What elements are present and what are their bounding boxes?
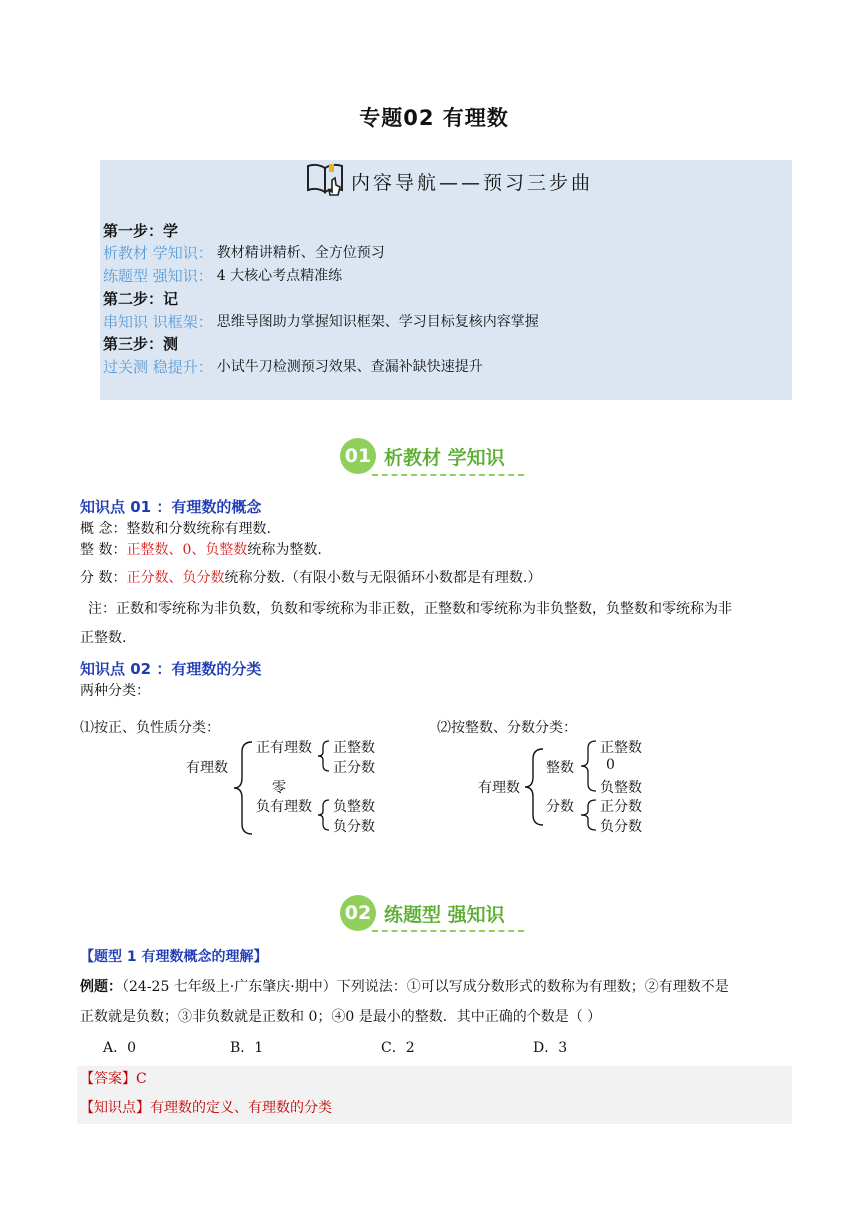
section-02-header — [340, 895, 505, 931]
kp1-title: 知识点 01 ：有理数的概念 — [80, 498, 262, 516]
step-1: 第一步：学 — [103, 222, 179, 240]
kp1-note-line2: 正整数. — [80, 630, 127, 646]
kp1-note-line1: 注：正数和零统称为非负数，负数和零统称为非正数，正整数和零统称为非负整数，负整数和零统称为非 — [88, 601, 732, 617]
section-01-label: 析教材 学知识 — [384, 446, 505, 469]
section-01-dashed-line — [372, 474, 524, 476]
kp2-title: 知识点 02 ：有理数的分类 — [80, 660, 262, 678]
class2-integer: 整数 — [546, 760, 574, 776]
nav-row-4-label: 过关测 稳提升： — [103, 358, 213, 376]
class2-integer-brace — [578, 738, 600, 794]
nav-row-1-desc: 教材精讲精析、全方位预习 — [216, 245, 385, 261]
kp2-intro: 两种分类： — [80, 683, 150, 699]
nav-row-4-desc: 小试牛刀检测预习效果、查漏补缺快速提升 — [216, 359, 483, 375]
nav-row-1-label: 析教材 学知识： — [103, 244, 213, 262]
example-text-1: （24-25 七年级上·广东肇庆·期中）下列说法：①可以写成分数形式的数称为有理数；②有理数不是 — [122, 979, 729, 995]
class2-fraction-brace — [578, 797, 600, 833]
nav-row-3-label: 串知识 识框架： — [103, 313, 213, 331]
option-b: B．1 — [230, 1040, 264, 1056]
class2-title: ⑵按整数、分数分类： — [437, 720, 577, 736]
page-title: 专题02 有理数 — [359, 106, 509, 130]
class1-negative-brace — [315, 797, 333, 833]
kp1-fraction-prefix: 分 数： — [80, 570, 127, 586]
nav-row-2-label: 练题型 强知识： — [103, 267, 213, 285]
class1-zero: 零 — [272, 780, 286, 796]
class1-positive-brace — [315, 738, 333, 774]
class1-main-brace — [232, 738, 256, 838]
question-type-1: 【题型 1 有理数概念的理解】 — [80, 949, 268, 965]
class1-negative: 负有理数 — [256, 799, 312, 815]
nav-row-1 — [103, 242, 385, 263]
class1-root: 有理数 — [186, 760, 228, 776]
section-02-label: 练题型 强知识 — [384, 903, 505, 926]
step-2: 第二步：记 — [103, 290, 179, 308]
section-02-dashed-line — [372, 930, 524, 932]
class2-main-brace — [523, 745, 547, 829]
kp1-fraction-suffix: 统称分数.（有限小数与无限循环小数都是有理数.） — [224, 570, 542, 586]
class1-negative-integer: 负整数 — [333, 799, 375, 815]
class1-positive: 正有理数 — [256, 740, 312, 756]
class2-zero: 0 — [606, 757, 615, 773]
nav-row-2 — [103, 265, 342, 286]
kp1-integer-prefix: 整 数： — [80, 542, 127, 558]
class2-root: 有理数 — [478, 780, 520, 796]
kp1-integer-highlight: 正整数、0、负整数 — [126, 542, 248, 558]
kp1-concept-text: 整数和分数统称有理数. — [126, 521, 271, 537]
knowledge-point-text: 【知识点】有理数的定义、有理数的分类 — [80, 1100, 332, 1116]
class2-negative-integer: 负整数 — [600, 780, 642, 796]
kp1-concept — [80, 518, 271, 538]
example-prefix: 例题： — [80, 979, 122, 995]
example-line1 — [80, 976, 729, 996]
kp1-fraction — [80, 567, 541, 587]
nav-title — [305, 162, 593, 200]
step-3: 第三步：测 — [103, 335, 179, 353]
class2-fraction: 分数 — [546, 799, 574, 815]
example-line2: 正数就是负数；③非负数就是正数和 0；④0 是最小的整数．其中正确的个数是（ ） — [80, 1009, 602, 1025]
option-a: A．0 — [103, 1040, 137, 1056]
nav-row-2-desc: 4 大核心考点精准练 — [216, 268, 343, 284]
class2-positive-integer: 正整数 — [600, 740, 642, 756]
class2-negative-fraction: 负分数 — [600, 819, 642, 835]
class1-positive-integer: 正整数 — [333, 740, 375, 756]
option-d: D．3 — [533, 1040, 568, 1056]
nav-row-3-desc: 思维导图助力掌握知识框架、学习目标复核内容掌握 — [216, 314, 539, 330]
class1-title: ⑴按正、负性质分类： — [80, 720, 220, 736]
class1-positive-fraction: 正分数 — [333, 760, 375, 776]
answer-text: 【答案】C — [80, 1071, 147, 1087]
book-pointer-icon — [305, 160, 347, 202]
nav-title-text: 内容导航——预习三步曲 — [351, 171, 594, 194]
kp1-concept-prefix: 概 念： — [80, 521, 127, 537]
kp1-integer — [80, 539, 322, 559]
nav-row-3 — [103, 311, 539, 332]
kp1-fraction-highlight: 正分数、负分数 — [126, 570, 225, 586]
section-01-header — [340, 438, 505, 474]
class2-positive-fraction: 正分数 — [600, 799, 642, 815]
option-c: C．2 — [381, 1040, 415, 1056]
class1-negative-fraction: 负分数 — [333, 819, 375, 835]
kp1-integer-suffix: 统称为整数. — [247, 542, 322, 558]
section-02-number: 02 — [340, 895, 376, 931]
section-01-number: 01 — [340, 438, 376, 474]
nav-row-4 — [103, 356, 483, 377]
